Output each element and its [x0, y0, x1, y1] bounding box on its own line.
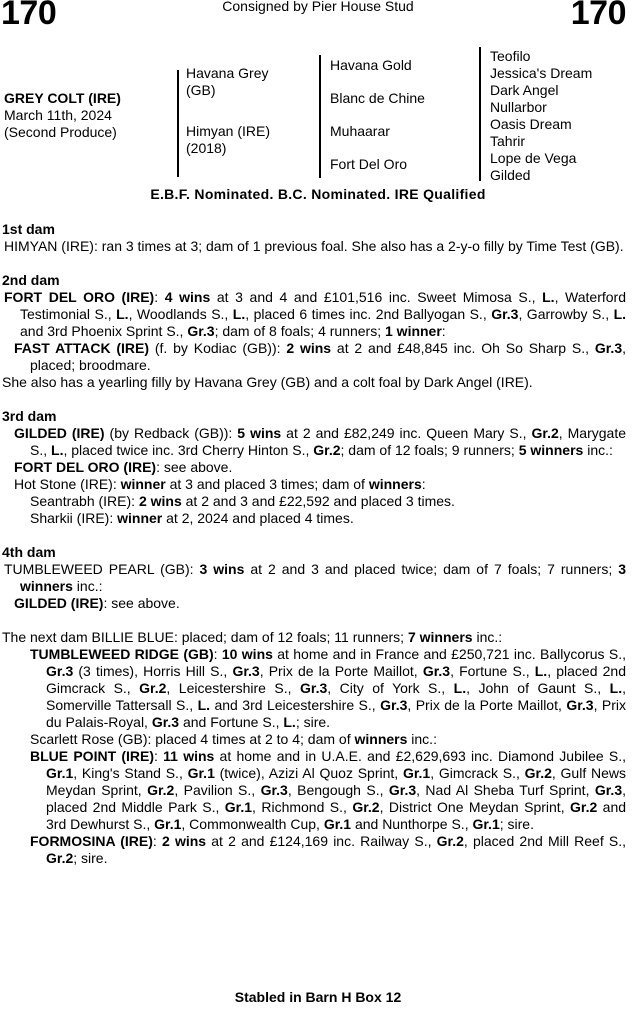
dam: Himyan (IRE) (2018): [186, 123, 271, 156]
hot-stone-entry: Hot Stone (IRE): winner at 3 and placed 3 times; dam of winners:: [14, 476, 426, 492]
formosina-entry: FORMOSINA (IRE): 2 wins at 2 and £124,169 inc. Railway S., Gr.2, placed 2nd Mill Reef S., Gr.2; sire.: [30, 833, 627, 866]
gilded-ref: GILDED (IRE): see above.: [14, 595, 180, 611]
nominations: E.B.F. Nominated. B.C. Nominated. IRE Qualified: [150, 186, 486, 202]
sire-sire: Havana Gold: [330, 57, 412, 73]
first-dam-text: HIMYAN (IRE): ran 3 times at 3; dam of 1 previous foal. She also has a 2-y-o filly by Time Test (GB).: [4, 238, 624, 254]
sharkii-entry: Sharkii (IRE): winner at 2, 2024 and placed 4 times.: [30, 510, 354, 526]
fort-del-oro-ref: FORT DEL ORO (IRE): see above.: [14, 459, 233, 475]
tumbleweed-ridge-entry: TUMBLEWEED RIDGE (GB): 10 wins at home and in France and £250,721 inc. Ballycorus S., Gr.3 (3 times), Horris Hill S., Gr.3, Prix de la Porte Maillot, Gr.3, Fortune S., L., placed 2nd Gimcrack S., Gr.2, Leicestershire S., Gr.3, City of York S., L., John of Gaunt S., L., Somerville Tattersall S., L. and 3rd Leicestershire S., Gr.3, Prix de la Porte Maillot, Gr.3, Prix du Palais-Royal, Gr.3 and Fortune S., L.; sire.: [30, 646, 627, 730]
subject-dob: March 11th, 2024: [4, 107, 112, 123]
second-dam-note: She also has a yearling filly by Havana Grey (GB) and a colt foal by Dark Angel (IRE).: [2, 374, 533, 390]
seantrabh-entry: Seantrabh (IRE): 2 wins at 2 and 3 and £22,592 and placed 3 times.: [30, 493, 455, 509]
subject-block: [4, 90, 121, 141]
pedigree-line-2: [319, 55, 321, 178]
sire: Havana Grey (GB): [186, 65, 269, 98]
fourth-dam-text: TUMBLEWEED PEARL (GB): 3 wins at 2 and 3 and placed twice; dam of 7 foals; 7 runners; 3 winners inc.:: [4, 561, 626, 594]
subject-produce: (Second Produce): [4, 124, 117, 140]
lot-number-left: 170: [1, 0, 57, 32]
heading-1st-dam: 1st dam: [2, 221, 55, 237]
catalogue-body: [2, 221, 626, 867]
pedigree-line-3: [479, 47, 481, 181]
heading-4th-dam: 4th dam: [2, 544, 56, 560]
stabled-location: Stabled in Barn H Box 12: [234, 989, 402, 1005]
lot-number-right: 170: [570, 0, 626, 32]
fast-attack-entry: FAST ATTACK (IRE) (f. by Kodiac (GB)): 2 wins at 2 and £48,845 inc. Oh So Sharp S., Gr.3, placed; broodmare.: [14, 340, 626, 373]
pedigree-line-1: [177, 70, 179, 177]
next-dam-text: The next dam BILLIE BLUE: placed; dam of 12 foals; 11 runners; 7 winners inc.:: [2, 629, 503, 645]
fourth-generation: Teofilo Jessica's Dream Dark Angel Nullarbor Oasis Dream Tahrir Lope de Vega Gilded: [490, 48, 593, 183]
blue-point-entry: BLUE POINT (IRE): 11 wins at home and in U.A.E. and £2,629,693 inc. Diamond Jubilee S., Gr.1, King's Stand S., Gr.1 (twice), Azizi Al Quoz Sprint, Gr.1, Gimcrack S., Gr.2, Gulf News Meydan Sprint, Gr.2, Pavilion S., Gr.3, Bengough S., Gr.3, Nad Al Sheba Turf Sprint, Gr.3, placed 2nd Middle Park S., Gr.1, Richmond S., Gr.2, District One Meydan Sprint, Gr.2 and 3rd Dewhurst S., Gr.1, Commonwealth Cup, Gr.1 and Nunthorpe S., Gr.1; sire.: [30, 748, 627, 832]
dam-sire: Muhaarar: [330, 123, 390, 139]
dam-dam: Fort Del Oro: [330, 156, 408, 172]
second-dam-text: FORT DEL ORO (IRE): 4 wins at 3 and 4 and £101,516 inc. Sweet Mimosa S., L., Waterford Testimonial S., L., Woodlands S., L., placed 6 times inc. 2nd Ballyogan S., Gr.3, Garrowby S., L. and 3rd Phoenix Sprint S., Gr.3; dam of 8 foals; 4 runners; 1 winner:: [4, 289, 627, 339]
heading-2nd-dam: 2nd dam: [2, 272, 60, 288]
sire-dam: Blanc de Chine: [330, 90, 425, 106]
consignor: Consigned by Pier House Stud: [222, 0, 414, 14]
subject-name: GREY COLT (IRE): [4, 90, 121, 106]
scarlett-rose-entry: Scarlett Rose (GB): placed 4 times at 2 to 4; dam of winners inc.:: [30, 731, 437, 747]
third-dam-text: GILDED (IRE) (by Redback (GB)): 5 wins at 2 and £82,249 inc. Queen Mary S., Gr.2, Marygate S., L., placed twice inc. 3rd Cherry Hinton S., Gr.2; dam of 12 foals; 9 runners; 5 winners inc.:: [14, 425, 626, 458]
heading-3rd-dam: 3rd dam: [2, 408, 57, 424]
